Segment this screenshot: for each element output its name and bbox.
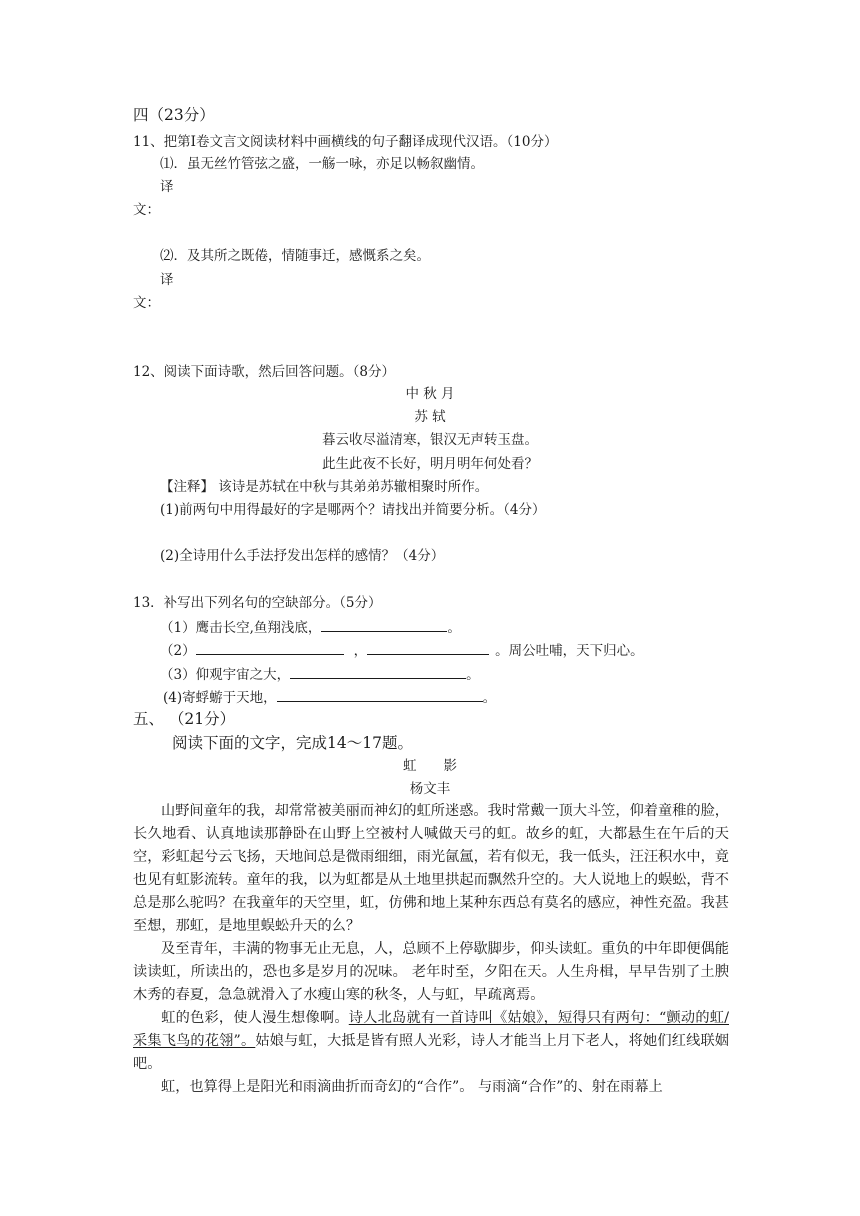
q11-answer-label-1a: 译 bbox=[160, 179, 174, 195]
poem-author: 苏 轼 bbox=[414, 409, 446, 425]
section4-heading: 四（23分） bbox=[133, 106, 215, 124]
q11-answer-label-2a: 译 bbox=[160, 272, 174, 288]
q13-item-2-num: （2） bbox=[160, 643, 196, 659]
poem-note bbox=[160, 478, 488, 496]
poem-line-2: 此生此夜不长好，明月明年何处看？ bbox=[322, 456, 538, 472]
q13-item-2-comma: ， bbox=[353, 643, 368, 659]
essay-paragraph-3-text-a: 虹的色彩，使人漫生想像啊。 bbox=[161, 1010, 349, 1026]
q12-stem: 12、阅读下面诗歌，然后回答问题。（8分） bbox=[133, 364, 396, 380]
q13-item-1 bbox=[160, 617, 461, 637]
essay-author: 杨文丰 bbox=[409, 781, 451, 797]
q13-item-3-end: 。 bbox=[466, 667, 480, 683]
q13-item-2-blank-b[interactable] bbox=[367, 640, 489, 655]
q13-stem: 13．补写出下列名句的空缺部分。（5分） bbox=[133, 595, 382, 611]
q13-item-1-text: （1）鹰击长空,鱼翔浅底， bbox=[160, 620, 322, 636]
q13-item-2-blank-a[interactable] bbox=[196, 640, 344, 655]
q13-item-1-end: 。 bbox=[447, 620, 461, 636]
essay-paragraph-3-text-b: 姑娘与虹，大抵是皆有照人光彩，诗人才能当上月下老人，将她们红线联姻吧。 bbox=[133, 1033, 729, 1072]
q13-item-2-text: 。周公吐哺，天下归心。 bbox=[495, 643, 644, 659]
q13-item-4-blank[interactable] bbox=[277, 687, 483, 702]
q13-item-4-end: 。 bbox=[482, 690, 497, 706]
note-text: 该诗是苏轼在中秋与其弟弟苏辙相聚时所作。 bbox=[214, 479, 489, 495]
q12-sub-2: (2)全诗用什么手法抒发出怎样的感情？（4分） bbox=[160, 548, 445, 564]
poem-title: 中 秋 月 bbox=[405, 386, 455, 402]
section5-heading: 五、 （21分） bbox=[133, 710, 236, 728]
poem-line-1: 暮云收尽溢清寒，银汉无声转玉盘。 bbox=[322, 432, 538, 448]
essay-title: 虹 影 bbox=[403, 758, 457, 774]
essay-paragraph-2 bbox=[133, 938, 729, 1007]
essay-paragraph-2-text: 及至青年，丰满的物事无止无息，人，总顾不上停歇脚步，仰头读虹。重负的中年即便偶能读读虹，所读出的，恐也多是岁月的况味。 老年时至，夕阳在天。人生舟楫，早早告别了土腴木秀的春夏，急急就滑入了水瘦山寒的秋冬，人与虹，早疏离焉。 bbox=[133, 941, 729, 1003]
q13-item-3-text: （3）仰观宇宙之大， bbox=[160, 667, 291, 683]
essay-paragraph-4-text: 虹，也算得上是阳光和雨滴曲折而奇幻的“合作”。 与雨滴“合作”的、射在雨幕上 bbox=[161, 1079, 663, 1095]
q11-sentence-2: ⑵．及其所之既倦，情随事迁，感慨系之矣。 bbox=[160, 248, 430, 264]
q13-item-2 bbox=[160, 640, 644, 660]
q11-stem: 11、把第Ⅰ卷文言文阅读材料中画横线的句子翻译成现代汉语。（10分） bbox=[133, 134, 558, 150]
essay-paragraph-1-text: 山野间童年的我，却常常被美丽而神幻的虹所迷惑。我时常戴一顶大斗笠，仰着童稚的脸，长久地看、认真地读那静卧在山野上空被村人喊做天弓的虹。故乡的虹，大都悬生在午后的天空，彩虹起兮云飞扬，天地间总是微雨细细，雨光氤氲，若有似无，我一低头，汪汪积水中，竟也见有虹影流转。童年的我，以为虹都是从土地里拱起而飘然升空的。大人说地上的蜈蚣，背不总是那么驼吗？在我童年的天空里，虹，仿佛和地上某种东西总有莫名的感应，神性充盈。我甚至想，那虹，是地里蜈蚣升天的么？ bbox=[133, 803, 729, 934]
q13-item-4-text: (4)寄蜉蝣于天地， bbox=[163, 690, 277, 706]
q13-item-3 bbox=[160, 664, 480, 684]
section5-instruction: 阅读下面的文字，完成14～17题。 bbox=[172, 734, 413, 752]
essay-paragraph-4 bbox=[133, 1076, 729, 1099]
q13-item-1-blank[interactable] bbox=[321, 617, 447, 632]
q11-sentence-1: ⑴．虽无丝竹管弦之盛，一觞一咏，亦足以畅叙幽情。 bbox=[160, 156, 484, 172]
q11-answer-label-2b: 文： bbox=[133, 295, 160, 311]
q11-answer-label-1b: 文： bbox=[133, 202, 160, 218]
q12-sub-1: (1)前两句中用得最好的字是哪两个？请找出并简要分析。（4分） bbox=[160, 502, 546, 518]
q13-item-4 bbox=[163, 687, 496, 707]
essay-paragraph-1 bbox=[133, 800, 729, 938]
essay-paragraph-3-underlined: 诗人北岛就有一首诗叫《姑娘》，短得只有两句：“颤动的虹/采集飞鸟的花翎”。 bbox=[133, 1010, 729, 1049]
q13-item-3-blank[interactable] bbox=[290, 664, 466, 679]
essay-paragraph-3 bbox=[133, 1007, 729, 1076]
note-tag: 【注释】 bbox=[160, 479, 214, 495]
